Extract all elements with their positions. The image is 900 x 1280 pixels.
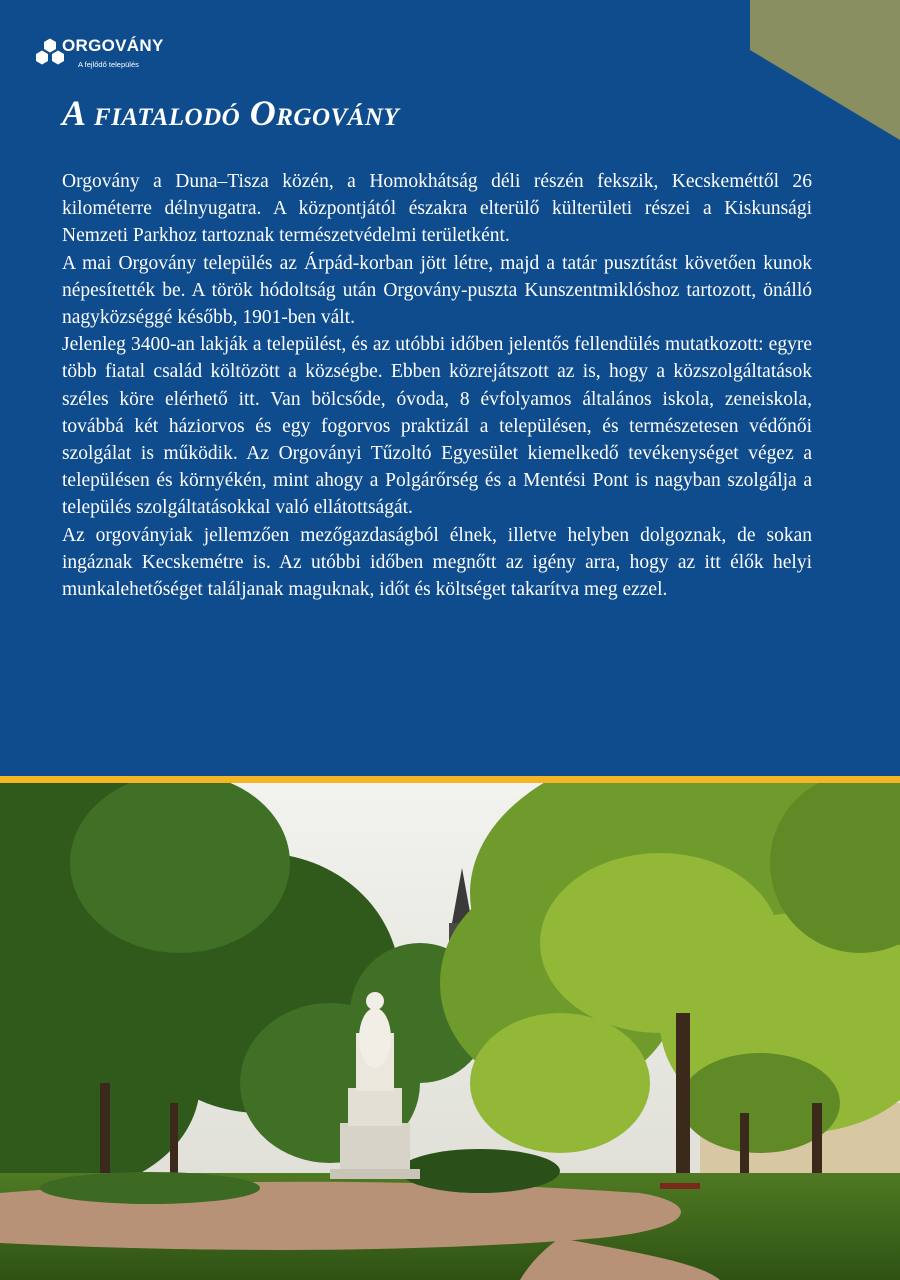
logo-tagline: A fejlődő település <box>78 60 139 69</box>
logo-name: ORGOVÁNY <box>62 36 164 55</box>
paragraph-2: A mai Orgovány település az Árpád-korban jött létre, majd a tatár pusztítást követően kunok népesítették be. A török hódoltság után Orgovány-puszta Kunszentmiklóshoz tartozott, önálló nagyközséggé később, 1901-ben vált. <box>62 252 812 329</box>
page-title: A fiatalodó Orgovány <box>62 93 400 133</box>
paragraph-4: Az orgoványiak jellemzően mezőgazdaságból élnek, illetve helyben dolgoznak, de sokan ingáznak Kecskemétre is. Az utóbbi időben megnőtt az igény arra, hogy az itt élők helyi munkalehetőséget találjanak maguknak, időt és költséget takarítva meg ezzel. <box>62 524 812 601</box>
corner-decoration <box>750 0 900 140</box>
park-photo <box>0 783 900 1280</box>
paragraph-1: Orgovány a Duna–Tisza közén, a Homokhátság déli részén fekszik, Kecskeméttől 26 kilométerre délnyugatra. A központjától északra elterülő külterületi részei a Kiskunsági Nemzeti Parkhoz tartoznak természetvédelmi területként. <box>62 171 812 247</box>
article-body <box>62 168 812 603</box>
paragraph-3: Jelenleg 3400-an lakják a települést, és az utóbbi időben jelentős fellendülés mutatkozott: egyre több fiatal család költözött a községbe. Ebben közrejátszott az is, hogy a közszolgáltatások széles köre elérhető itt. Van bölcsőde, óvoda, 8 évfolyamos általános iskola, zeneiskola, továbbá két háziorvos és egy fogorvos praktizál a településen, és természetesen védőnői szolgálat is működik. Az Orgoványi Tűzoltó Egyesület kiemelkedő tevékenységet végez a településen és környékén, mint ahogy a Polgárőrség és a Mentési Pont is nagyban szolgálja a település szolgáltatásokkal való ellátottságát. <box>62 334 812 519</box>
divider-line <box>0 776 900 783</box>
